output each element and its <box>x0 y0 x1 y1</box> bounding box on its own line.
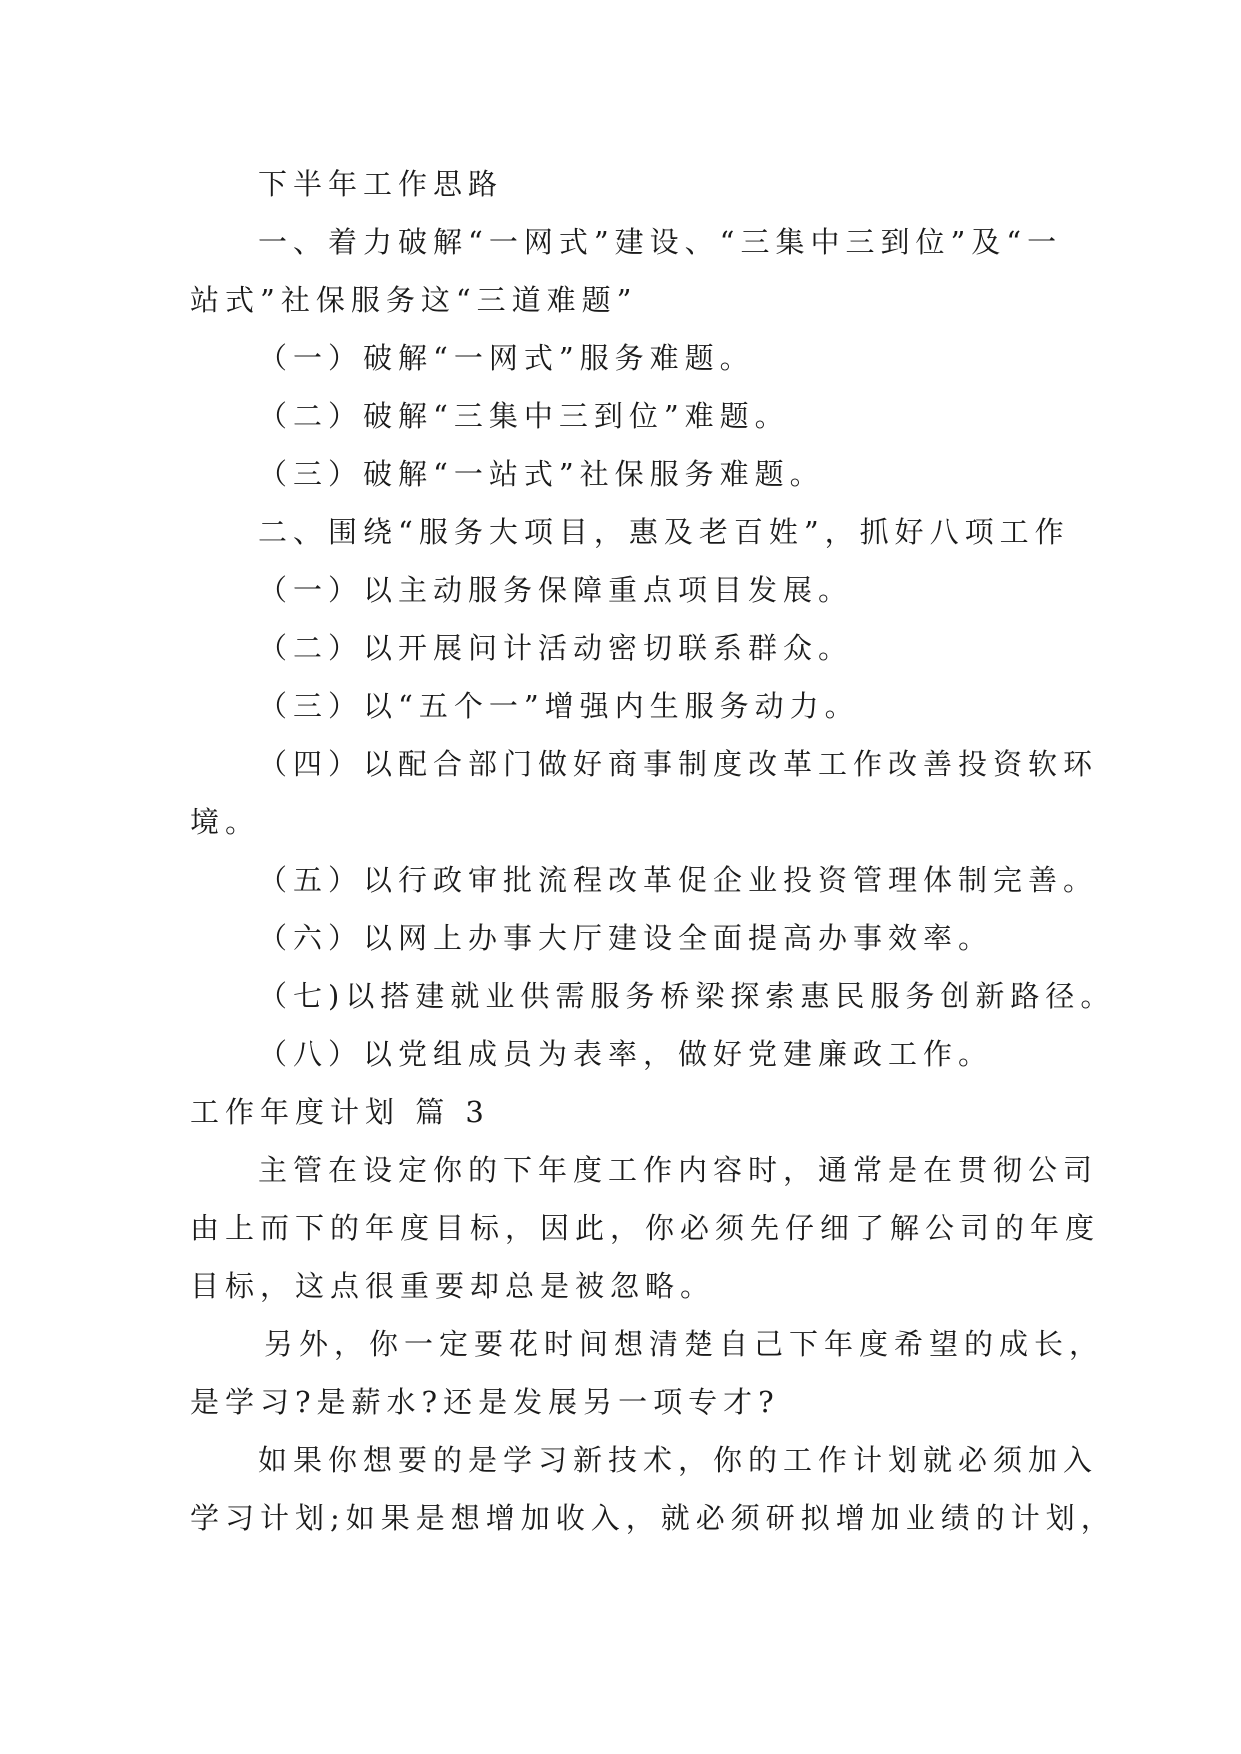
list-item: （三）破解“一站式”社保服务难题。 <box>258 457 825 491</box>
paragraph-line: 一、着力破解“一网式”建设、“三集中三到位”及“一 <box>258 225 1063 259</box>
paragraph-line: 站式”社保服务这“三道难题” <box>190 283 638 317</box>
paragraph-line: 二、围绕“服务大项目，惠及老百姓”，抓好八项工作 <box>258 515 1070 549</box>
paragraph-line: 学习计划;如果是想增加收入，就必须研拟增加业绩的计划， <box>190 1501 1116 1535</box>
list-item: （一）以主动服务保障重点项目发展。 <box>258 573 854 607</box>
paragraph-line: 是学习?是薪水?还是发展另一项专才? <box>190 1385 780 1419</box>
list-item: （一）破解“一网式”服务难题。 <box>258 341 755 375</box>
list-item: （六）以网上办事大厅建设全面提高办事效率。 <box>258 921 994 955</box>
list-item: （二）破解“三集中三到位”难题。 <box>258 399 790 433</box>
list-item: （四）以配合部门做好商事制度改革工作改善投资软环 <box>258 747 1099 781</box>
list-item: （八）以党组成员为表率，做好党建廉政工作。 <box>258 1037 994 1071</box>
section-title: 工作年度计划 篇 3 <box>190 1095 490 1129</box>
list-item: （二）以开展问计活动密切联系群众。 <box>258 631 854 665</box>
list-item: （三）以“五个一”增强内生服务动力。 <box>258 689 860 723</box>
list-item: 境。 <box>190 805 261 839</box>
paragraph-line: 另外，你一定要花时间想清楚自己下年度希望的成长， <box>264 1327 1105 1361</box>
paragraph-line: 如果你想要的是学习新技术，你的工作计划就必须加入 <box>258 1443 1099 1477</box>
paragraph-line: 由上而下的年度目标，因此，你必须先仔细了解公司的年度 <box>190 1211 1101 1245</box>
paragraph-line: 目标，这点很重要却总是被忽略。 <box>190 1269 716 1303</box>
paragraph-line: 主管在设定你的下年度工作内容时，通常是在贯彻公司 <box>258 1153 1099 1187</box>
section-heading: 下半年工作思路 <box>258 167 504 201</box>
list-item: （五）以行政审批流程改革促企业投资管理体制完善。 <box>258 863 1099 897</box>
list-item: （七)以搭建就业供需服务桥梁探索惠民服务创新路径。 <box>258 979 1116 1013</box>
